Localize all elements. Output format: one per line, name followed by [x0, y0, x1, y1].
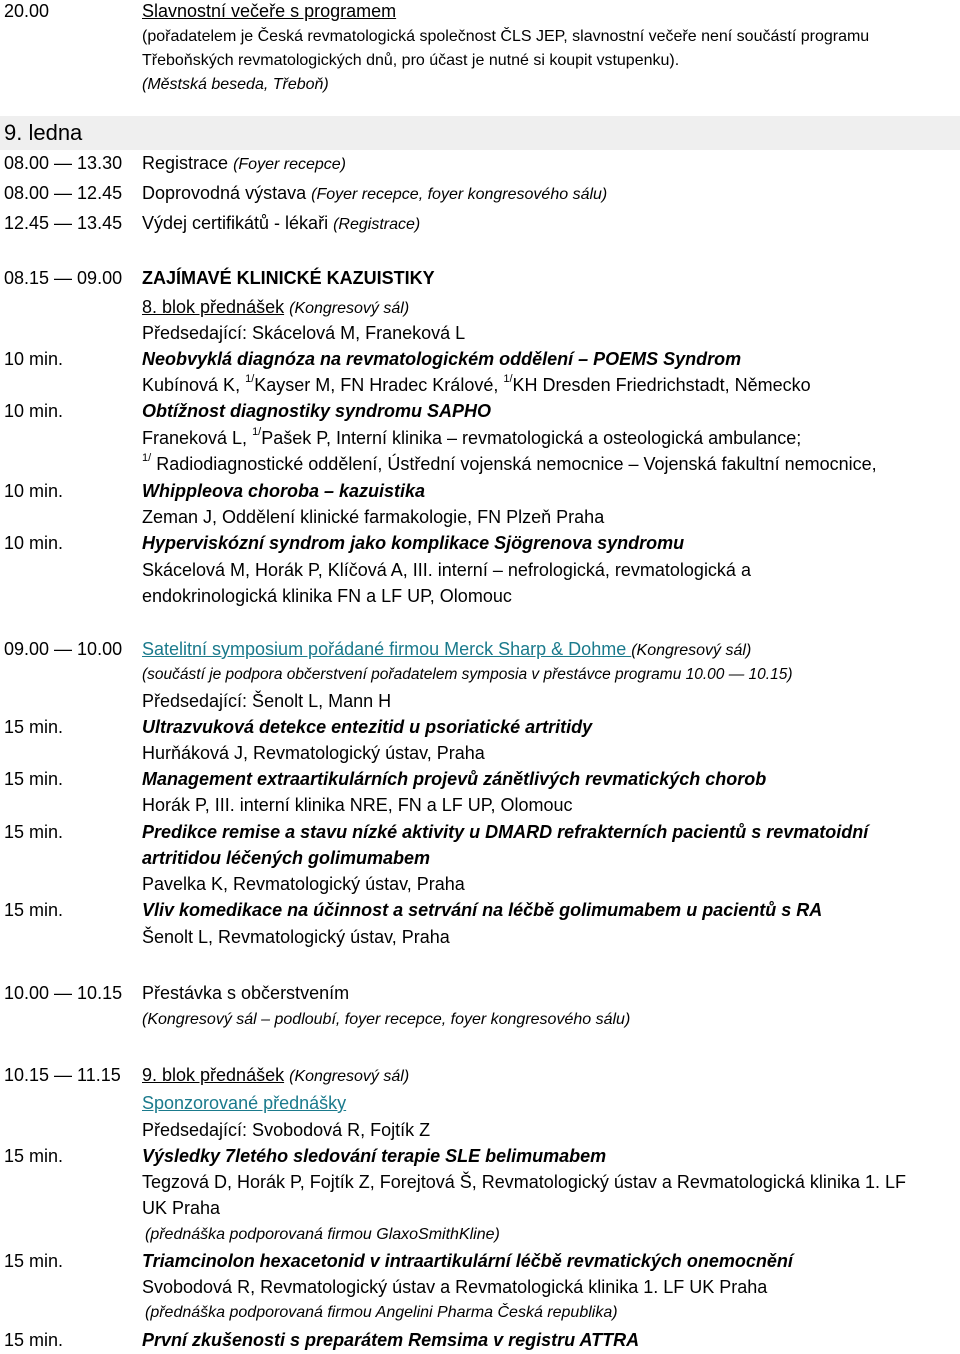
dinner-venue: (Městská beseda, Třeboň): [142, 76, 329, 93]
block8-time: 08.15 — 09.00: [4, 268, 123, 288]
intro-place-1: (Foyer recepce): [233, 156, 346, 173]
intro-place-3: (Registrace): [333, 216, 421, 233]
talk-authors: Horák P, III. interní klinika NRE, FN a LF UP, Olomouc: [142, 795, 573, 815]
day-heading: 9. ledna: [4, 120, 83, 145]
break-place: (Kongresový sál – podloubí, foyer recepce, foyer kongresového sálu): [142, 1011, 631, 1028]
talk-duration: 15 min.: [4, 717, 64, 737]
talk-duration: 15 min.: [4, 769, 64, 789]
intro-title-2: Doprovodná výstava: [142, 183, 307, 203]
intro-item-3: [142, 212, 420, 236]
talk-affiliation: $^{1/}$ Radiodiagnostické oddělení, Ústřední vojenská nemocnice – Vojenská fakultní nemocnice,: [142, 452, 877, 474]
talk-authors: Pavelka K, Revmatologický ústav, Praha: [142, 874, 465, 894]
intro-title-1: Registrace: [142, 153, 229, 173]
dinner-title: Slavnostní večeře s programem: [142, 1, 397, 21]
block8-place: (Kongresový sál): [289, 300, 410, 317]
talk-duration: 15 min.: [4, 1251, 64, 1271]
talk-duration: 15 min.: [4, 1330, 64, 1350]
talk-authors-cont: UK Praha: [142, 1198, 221, 1218]
talk-title: Ultrazvuková detekce entezitid u psoriatické artritidy: [142, 717, 593, 737]
break-time: 10.00 — 10.15: [4, 983, 123, 1003]
talk-title: Management extraartikulárních projevů zánětlivých revmatických chorob: [142, 769, 767, 789]
talk-title: Triamcinolon hexacetonid v intraartikulární léčbě revmatických onemocnění: [142, 1251, 793, 1271]
intro-place-2: (Foyer recepce, foyer kongresového sálu): [311, 186, 608, 203]
dinner-note-line1: (pořadatelem je Česká revmatologická společnost ČLS JEP, slavnostní večeře není součástí programu: [142, 28, 870, 45]
talk-title: Neobvyklá diagnóza na revmatologickém oddělení – POEMS Syndrom: [142, 349, 742, 369]
sympo-place: (Kongresový sál): [631, 642, 752, 659]
block9-chairs: Předsedající: Svobodová R, Fojtík Z: [142, 1120, 431, 1140]
sympo-title-link[interactable]: Satelitní symposium pořádané firmou Merck Sharp & Dohme: [142, 639, 632, 659]
talk-duration: 10 min.: [4, 349, 64, 369]
dinner-time: 20.00: [4, 1, 50, 21]
talk-title-cont: artritidou léčených golimumabem: [142, 848, 431, 868]
talk-title: Predikce remise a stavu nízké aktivity u DMARD refrakterních pacientů s revmatoidní: [142, 822, 869, 842]
sympo-chairs: Předsedající: Šenolt L, Mann H: [142, 691, 392, 711]
intro-time-2: 08.00 — 12.45: [4, 183, 123, 203]
talk-support: (přednáška podporovaná firmou GlaxoSmithKline): [145, 1226, 500, 1243]
talk-authors: Tegzová D, Horák P, Fojtík Z, Forejtová Š, Revmatologický ústav a Revmatologická klinika 1. LF: [142, 1172, 906, 1192]
block9-label: 9. blok přednášek: [142, 1065, 285, 1085]
talk-title: Vliv komedikace na účinnost a setrvání na léčbě golimumabem u pacientů s RA: [142, 900, 823, 920]
break-title: Přestávka s občerstvením: [142, 983, 350, 1003]
block9-time: 10.15 — 11.15: [4, 1065, 121, 1085]
talk-title: Výsledky 7letého sledování terapie SLE belimumabem: [142, 1146, 607, 1166]
talk-authors: Skácelová M, Horák P, Klíčová A, III. interní – nefrologická, revmatologická a: [142, 560, 751, 580]
talk-title: Obtížnost diagnostiky syndromu SAPHO: [142, 401, 492, 421]
talk-authors: Kubínová K, $^{1/}$Kayser M, FN Hradec Králové, $^{1/}$KH Dresden Friedrichstadt, Německo: [142, 373, 811, 395]
intro-item-2: [142, 182, 607, 206]
talk-duration: 15 min.: [4, 1146, 64, 1166]
sympo-time: 09.00 — 10.00: [4, 639, 123, 659]
talk-duration: 15 min.: [4, 822, 64, 842]
talk-duration: 10 min.: [4, 533, 64, 553]
intro-title-3: Výdej certifikátů - lékaři: [142, 213, 329, 233]
talk-authors: Hurňáková J, Revmatologický ústav, Praha: [142, 743, 485, 763]
talk-authors: Svobodová R, Revmatologický ústav a Revmatologická klinika 1. LF UK Praha: [142, 1277, 768, 1297]
day-heading-band: [0, 116, 960, 150]
sympo-title-row: [142, 638, 751, 662]
talk-duration: 10 min.: [4, 401, 64, 421]
talk-authors: Šenolt L, Revmatologický ústav, Praha: [142, 927, 450, 947]
block8-chairs: Předsedající: Skácelová M, Franeková L: [142, 323, 466, 343]
block8-label-row: [142, 296, 409, 320]
talk-duration: 15 min.: [4, 900, 64, 920]
talk-authors: Franeková L, $^{1/}$Pašek P, Interní klinika – revmatologická a osteologická ambulance;: [142, 426, 802, 448]
talk-duration: 10 min.: [4, 481, 64, 501]
block8-title: ZAJÍMAVÉ KLINICKÉ KAZUISTIKY: [142, 268, 435, 288]
intro-time-1: 08.00 — 13.30: [4, 153, 123, 173]
block9-place: (Kongresový sál): [289, 1068, 410, 1085]
dinner-note-line2: Třeboňských revmatologických dnů, pro účast je nutné si koupit vstupenku).: [142, 52, 680, 69]
talk-title: První zkušenosti s preparátem Remsima v registru ATTRA: [142, 1330, 640, 1350]
block8-label: 8. blok přednášek: [142, 297, 285, 317]
talk-title: Whippleova choroba – kazuistika: [142, 481, 426, 501]
block9-label-row: [142, 1064, 409, 1088]
intro-time-3: 12.45 — 13.45: [4, 213, 123, 233]
sympo-note: (součástí je podpora občerstvení pořadatelem symposia v přestávce programu 10.00 — 10.15): [142, 666, 793, 683]
sponsored-link[interactable]: Sponzorované přednášky: [142, 1093, 347, 1113]
talk-authors: Zeman J, Oddělení klinické farmakologie, FN Plzeň Praha: [142, 507, 605, 527]
talk-support: (přednáška podporovaná firmou Angelini Pharma Česká republika): [145, 1304, 618, 1321]
intro-item-1: [142, 152, 346, 176]
talk-authors-cont: endokrinologická klinika FN a LF UP, Olomouc: [142, 586, 512, 606]
talk-title: Hyperviskózní syndrom jako komplikace Sjögrenova syndromu: [142, 533, 685, 553]
